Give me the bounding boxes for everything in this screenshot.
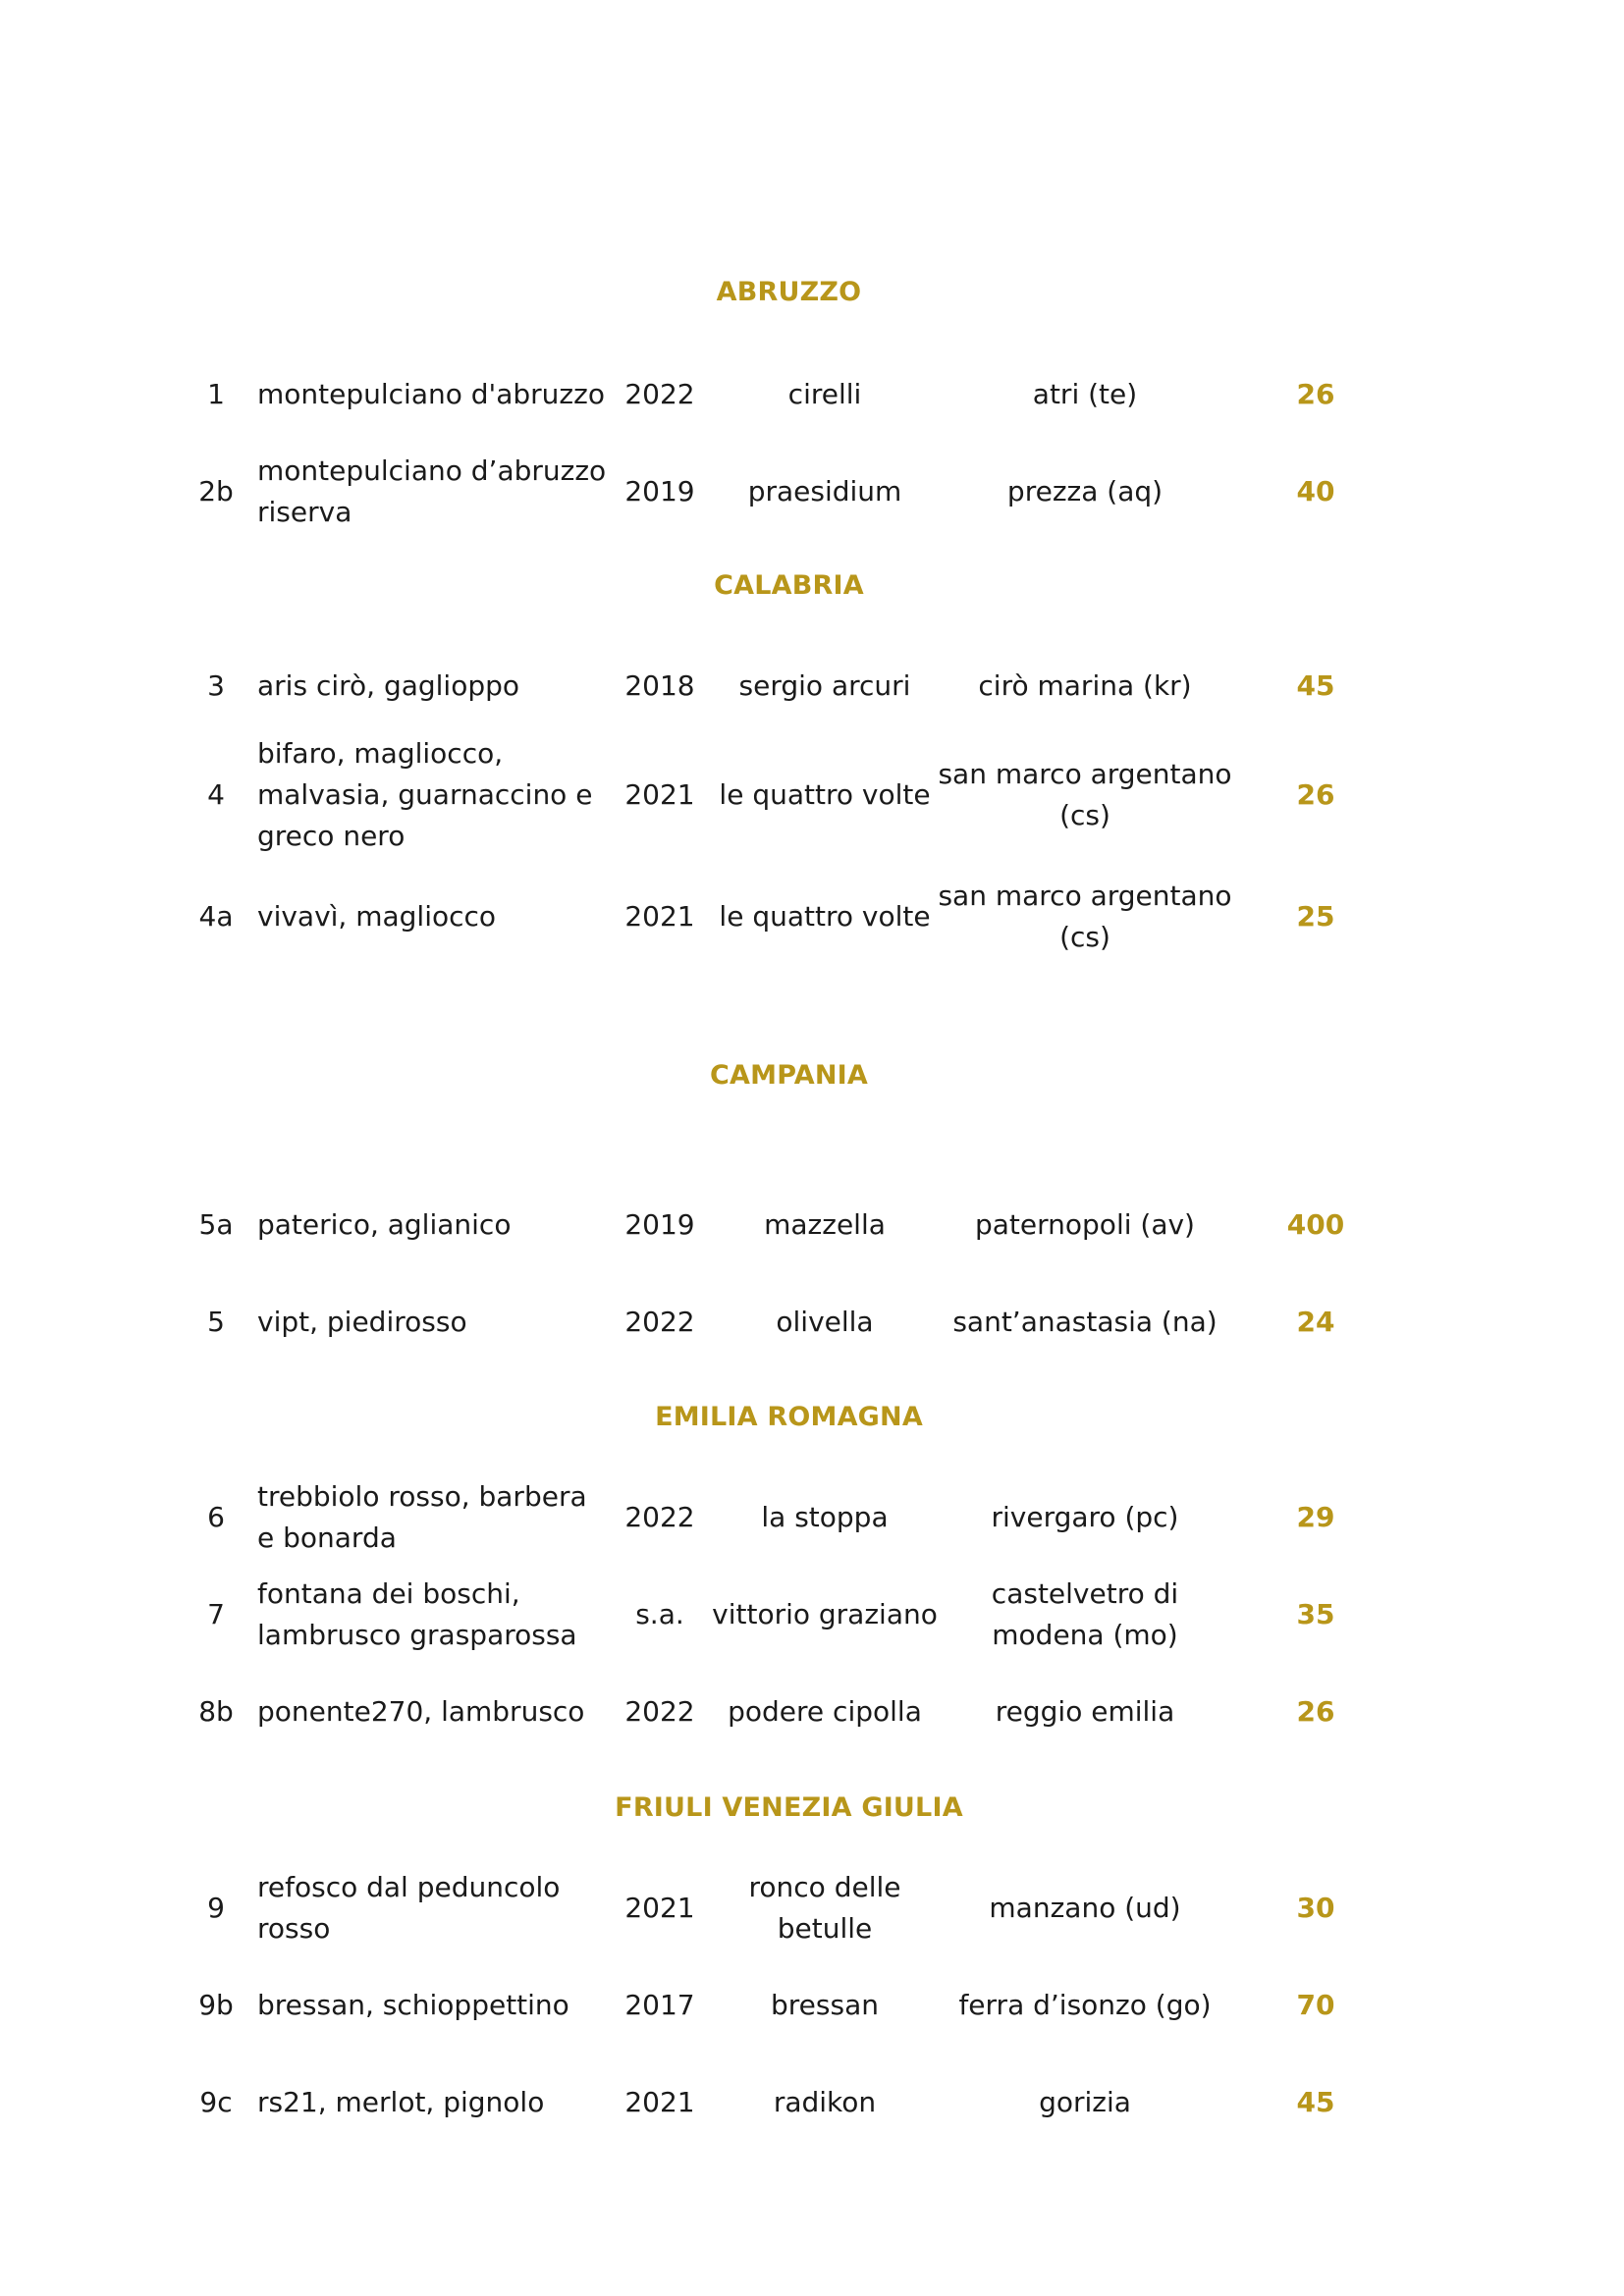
wine-price: 400 (1286, 1208, 1345, 1241)
wine-name: vipt, piedirosso (257, 1306, 467, 1338)
wine-producer: le quattro volte (719, 900, 931, 933)
wine-name: fontana dei boschi, lambrusco grasparossa (257, 1577, 577, 1651)
wine-price: 26 (1296, 1695, 1335, 1728)
wine-price: 26 (1296, 778, 1335, 811)
wine-number: 4a (198, 900, 234, 933)
wine-number: 6 (207, 1501, 225, 1533)
wine-price: 40 (1296, 475, 1335, 507)
region-heading-friuli-venezia-giulia: FRIULI VENEZIA GIULIA (615, 1792, 963, 1823)
wine-row (0, 2061, 1624, 2144)
wine-vintage: 2022 (624, 1306, 695, 1338)
wine-vintage: 2019 (624, 1208, 695, 1241)
wine-origin: prezza (aq) (1006, 475, 1164, 507)
wine-name: trebbiolo rosso, barbera e bonarda (257, 1480, 587, 1554)
wine-origin: castelvetro di modena (mo) (991, 1577, 1179, 1651)
wine-origin: gorizia (1039, 2086, 1131, 2118)
wine-number: 9b (198, 1989, 234, 2021)
wine-vintage: 2018 (624, 669, 695, 702)
wine-producer: vittorio graziano (712, 1598, 938, 1630)
wine-price: 70 (1296, 1989, 1335, 2021)
wine-origin: manzano (ud) (989, 1892, 1181, 1924)
wine-row (0, 1964, 1624, 2047)
wine-vintage: 2021 (624, 900, 695, 933)
wine-vintage: s.a. (635, 1598, 684, 1630)
wine-origin: paternopoli (av) (975, 1208, 1195, 1241)
wine-price: 24 (1296, 1306, 1335, 1338)
wine-number: 9 (207, 1892, 225, 1924)
wine-row (0, 451, 1624, 533)
wine-row (0, 1476, 1624, 1559)
wine-vintage: 2019 (624, 475, 695, 507)
wine-row (0, 353, 1624, 436)
wine-number: 5 (207, 1306, 225, 1338)
wine-name: ponente270, lambrusco (257, 1695, 585, 1728)
region-heading-calabria: CALABRIA (714, 570, 864, 601)
wine-number: 1 (207, 378, 225, 410)
wine-number: 4 (207, 778, 225, 811)
wine-origin: reggio emilia (995, 1695, 1175, 1728)
wine-producer: podere cipolla (728, 1695, 922, 1728)
region-heading-abruzzo: ABRUZZO (716, 277, 862, 307)
wine-name: bifaro, magliocco, malvasia, guarnaccino e greco nero (257, 737, 593, 852)
wine-vintage: 2022 (624, 378, 695, 410)
wine-name: montepulciano d'abruzzo (257, 378, 605, 410)
wine-number: 2b (198, 475, 234, 507)
wine-origin: san marco argentano (cs) (938, 758, 1232, 831)
wine-row (0, 1867, 1624, 1949)
wine-origin: san marco argentano (cs) (938, 880, 1232, 953)
wine-producer: mazzella (764, 1208, 886, 1241)
wine-price: 35 (1296, 1598, 1335, 1630)
region-heading-campania: CAMPANIA (710, 1060, 868, 1091)
wine-vintage: 2021 (624, 2086, 695, 2118)
wine-price: 45 (1296, 669, 1335, 702)
wine-number: 3 (207, 669, 225, 702)
wine-name: montepulciano d’abruzzo riserva (257, 454, 607, 528)
wine-price: 29 (1296, 1501, 1335, 1533)
wine-row (0, 1281, 1624, 1363)
wine-name: refosco dal peduncolo rosso (257, 1871, 561, 1945)
wine-producer: radikon (773, 2086, 877, 2118)
wine-producer: cirelli (787, 378, 862, 410)
wine-producer: bressan (771, 1989, 879, 2021)
wine-name: paterico, aglianico (257, 1208, 512, 1241)
wine-number: 9c (199, 2086, 233, 2118)
wine-origin: rivergaro (pc) (991, 1501, 1179, 1533)
wine-vintage: 2021 (624, 1892, 695, 1924)
wine-price: 30 (1296, 1892, 1335, 1924)
wine-origin: sant’anastasia (na) (952, 1306, 1218, 1338)
wine-number: 5a (198, 1208, 234, 1241)
wine-number: 7 (207, 1598, 225, 1630)
wine-vintage: 2022 (624, 1695, 695, 1728)
region-heading-emilia-romagna: EMILIA ROMAGNA (655, 1402, 923, 1432)
wine-origin: atri (te) (1032, 378, 1138, 410)
wine-name: aris cirò, gaglioppo (257, 669, 520, 702)
wine-price: 25 (1296, 900, 1335, 933)
wine-row (0, 876, 1624, 958)
wine-row (0, 733, 1624, 857)
wine-vintage: 2017 (624, 1989, 695, 2021)
wine-origin: ferra d’isonzo (go) (958, 1989, 1212, 2021)
wine-price: 45 (1296, 2086, 1335, 2118)
wine-number: 8b (198, 1695, 234, 1728)
wine-vintage: 2021 (624, 778, 695, 811)
wine-producer: ronco delle betulle (748, 1871, 901, 1945)
wine-producer: la stoppa (761, 1501, 889, 1533)
wine-vintage: 2022 (624, 1501, 695, 1533)
wine-origin: cirò marina (kr) (978, 669, 1192, 702)
wine-price: 26 (1296, 378, 1335, 410)
wine-row (0, 1671, 1624, 1753)
wine-row (0, 645, 1624, 727)
wine-name: rs21, merlot, pignolo (257, 2086, 545, 2118)
wine-row (0, 1184, 1624, 1266)
wine-row (0, 1574, 1624, 1656)
wine-producer: olivella (776, 1306, 874, 1338)
wine-producer: sergio arcuri (738, 669, 911, 702)
wine-producer: le quattro volte (719, 778, 931, 811)
wine-producer: praesidium (747, 475, 902, 507)
wine-name: bressan, schioppettino (257, 1989, 569, 2021)
wine-name: vivavì, magliocco (257, 900, 497, 933)
